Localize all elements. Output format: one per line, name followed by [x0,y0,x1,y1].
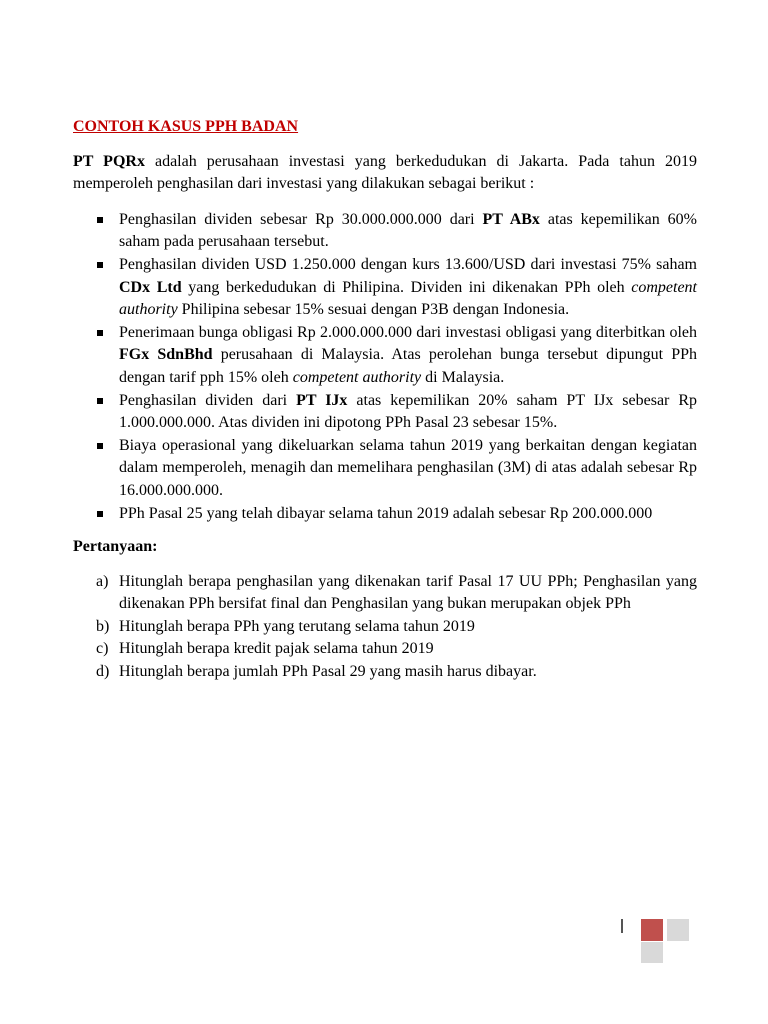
list-item: PPh Pasal 25 yang telah dibayar selama tahun 2019 adalah sebesar Rp 200.000.000 [73,503,697,526]
question-label: b) [96,617,110,635]
company-name: PT PQRx [73,152,145,170]
square-bullet-icon [97,262,103,268]
document-page [73,116,697,684]
intro-text: adalah perusahaan investasi yang berkedudukan di Jakarta. Pada tahun 2019 memperoleh penghasilan dari investasi yang dilakukan sebagai berikut : [73,152,697,193]
question-text: Hitunglah berapa penghasilan yang dikenakan tarif Pasal 17 UU PPh; Penghasilan yang dikenakan PPh bersifat final dan Penghasilan yang bukan merupakan objek PPh [119,572,697,613]
footer-divider [621,919,623,933]
question-text: Hitunglah berapa kredit pajak selama tahun 2019 [119,640,434,658]
list-item: Penghasilan dividen dari PT IJx atas kepemilikan 20% saham PT IJx sebesar Rp 1.000.000.000. Atas dividen ini dipotong PPh Pasal 23 sebesar 15%. [73,390,697,435]
questions-heading: Pertanyaan: [73,538,158,556]
question-item [73,616,697,639]
question-text: Hitunglah berapa PPh yang terutang selama tahun 2019 [119,617,475,635]
question-text: Hitunglah berapa jumlah PPh Pasal 29 yang masih harus dibayar. [119,663,537,681]
intro-paragraph [73,151,697,196]
list-item: Penghasilan dividen USD 1.250.000 dengan kurs 13.600/USD dari investasi 75% saham CDx Ltd yang berkedudukan di Philipina. Dividen ini dikenakan PPh oleh competent authority Philipina sebesar 15% sesuai dengan P3B dengan Indonesia. [73,254,697,322]
questions-list [73,571,697,684]
question-label: c) [96,640,109,658]
list-item: Biaya operasional yang dikeluarkan selama tahun 2019 yang berkaitan dengan kegiatan dalam memperoleh, menagih dan memelihara penghasilan (3M) di atas adalah sebesar Rp 16.000.000.000. [73,435,697,503]
square-bullet-icon [97,443,103,449]
page-title: CONTOH KASUS PPH BADAN [73,118,299,135]
square-bullet-icon [97,398,103,404]
question-item [73,661,697,684]
question-item [73,571,697,616]
square-bullet-icon [97,330,103,336]
question-item [73,638,697,661]
grey-square-decoration [667,919,689,941]
list-item: Penghasilan dividen sebesar Rp 30.000.000.000 dari PT ABx atas kepemilikan 60% saham pada perusahaan tersebut. [73,209,697,254]
red-square-decoration [641,919,663,941]
square-bullet-icon [97,217,103,223]
question-label: d) [96,663,110,681]
grey-square-decoration [641,942,663,963]
income-facts-list [73,209,697,525]
list-item: Penerimaan bunga obligasi Rp 2.000.000.000 dari investasi obligasi yang diterbitkan oleh FGx SdnBhd perusahaan di Malaysia. Atas perolehan bunga tersebut dipungut PPh dengan tarif pph 15% oleh competent authority di Malaysia. [73,322,697,390]
square-bullet-icon [97,511,103,517]
question-label: a) [96,572,109,590]
